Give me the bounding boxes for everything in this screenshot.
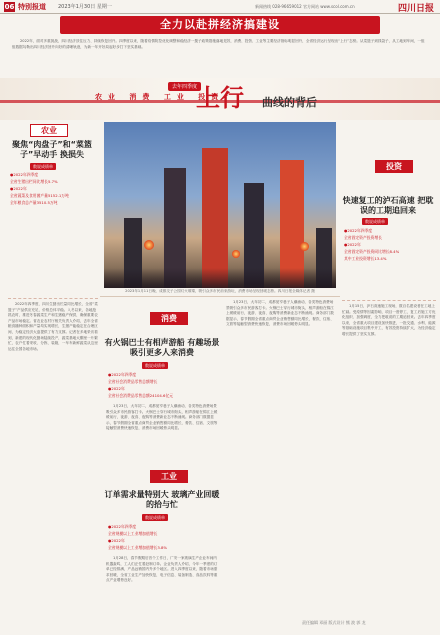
agri-stat-line: 全年粮食总产量3510.5万吨 <box>10 200 58 205</box>
agri-stat-line: 全省蔬菜及食用菌产量5152.1万吨 <box>10 193 69 198</box>
crowd-shadow <box>104 268 336 288</box>
masthead-bar <box>0 0 440 14</box>
invest-stat-line: ●2022年 <box>344 242 361 247</box>
consume-stat-line: ●2022年 <box>108 386 125 391</box>
issue-date: 2023年1月30日 星期一 <box>58 4 112 10</box>
invest-stat-line: 全省固定资产投资同比增长8.4% <box>344 249 400 254</box>
consume-headline: 有火锅巴士有相声游船 有趣场景吸引更多人来消费 <box>104 338 220 357</box>
photo-caption: 2023年1月11日晚，成都交子公园灯火璀璨，吸引众多市民前来游玩，消费市场呈现回暖态势。四川日报全媒体记者 摄 <box>125 289 315 293</box>
theme-banner-title: 全力以赴拼经济搞建设 <box>160 18 280 31</box>
lantern-light <box>232 250 240 258</box>
industry-headline: 订单需求量特别大 玻璃产业回暖的拾与忙 <box>104 490 220 509</box>
section-tag-industry: 工业 <box>150 470 188 483</box>
intro-paragraph: 2022年，面对多重挑战，四川经济顶住压力、持续恢复回升。四季度以来，随着疫情防控优化调整和稳经济一揽子政策措施落地见效，消费、投资、工业等主要经济指标明显回升，全省经济运行呈现出“上行”态势。从菜篮子到钱袋子，从工地到车间，一组组数据勾勒出四川经济回升向好的清晰轨迹，为新一年开好局起好步打下坚实基础。 <box>12 39 425 49</box>
industry-stat-line: ●2022年 <box>108 538 125 543</box>
invest-stat-line: 其中工业投资增长13.4% <box>344 256 387 261</box>
consume-stat-line: ●2022年四季度 <box>108 372 137 377</box>
city-night-photo <box>104 122 336 288</box>
newspaper-brand: 四川日报 <box>397 4 434 14</box>
column-rule <box>100 296 340 297</box>
section-tag-agri: 农业 <box>30 124 68 137</box>
invest-divider <box>342 300 436 301</box>
consume-stats <box>108 372 220 400</box>
agri-stat-line: ●2022年四季度 <box>10 172 39 177</box>
page-number: 06 <box>4 3 15 11</box>
agri-headline: 聚焦“肉盘子”和“菜篮子”早动手 换损失 <box>12 140 92 159</box>
industry-stats <box>108 524 220 552</box>
hero-subtitle: 曲线的背后 <box>262 96 317 109</box>
consume-stat-label: 数说成绩单 <box>142 362 168 369</box>
consume-stat-line: 全省社会消费品零售总额24104.6亿元 <box>108 393 174 398</box>
industry-stat-label: 数说成绩单 <box>142 514 168 521</box>
building-silhouette <box>202 148 228 288</box>
quarter-badge: 去年四季度 <box>168 82 201 91</box>
contact-line: 新闻热线 028-96659012 官方网站 www.scol.com.cn <box>255 4 355 9</box>
invest-stat-label: 数说成绩单 <box>362 218 388 225</box>
invest-body: 1月15日，泸石高速施工现场，数百名建设者在工地上忙碌。受疫情等因素影响，项目一度停工，复工后施工方优化组织、加强调度，全力把耽误的工期追回来。去年四季度以来，全省重大项目建设加快推进，一批交通、水利、能源等基础设施项目集中开工，有效投资持续扩大，为经济稳定增长提供了坚实支撑。 <box>342 304 436 336</box>
agri-stat-line: 全省生猪出栏同比增长5.7% <box>10 179 58 184</box>
agri-body: 2022年四季度，四川生猪出栏量同比增长，全省“菜篮子”产品供应充足，价格总体平稳。入冬以来，各地抢抓农时，推进冬春蔬菜生产和生猪稳产保供，确保重要农产品市场稳定。省农业农村厅相关负责人介绍，去年全省粮食播种面积和产量均实现增长，生猪产能稳定在合理区间，为稳定经济大盘提供了有力支撑。记者在多地采访看到，新建的现代化猪场陆续投产，蔬菜基地大棚里一片繁忙，农户忙着采收、分拣、装箱，一车车新鲜蔬菜从这里运往全国各地市场。 <box>8 302 98 351</box>
industry-body: 1月28日，春节假期后首个工作日，广安一家玻璃生产企业车间内机器轰鸣，工人们正忙着赶制订单。企业负责人介绍，今年一季度的订单已经排满，产品远销国内外多个地区。进入四季度以来，随着市场需求回暖，全省工业生产加快恢复，电子信息、装备制造、食品饮料等重点产业增势良好。 <box>106 556 218 583</box>
section-tag-invest: 投资 <box>375 160 413 173</box>
invest-stat-line: 全省固定资产投资增长 <box>344 235 382 240</box>
agri-stat-label: 数说成绩单 <box>30 163 56 170</box>
industry-stat-line: 全省规模以上工业增加值增长3.8% <box>108 545 168 550</box>
industry-stat-line: 全省规模以上工业增加值增长 <box>108 531 158 536</box>
invest-stat-line: ●2022年四季度 <box>344 228 373 233</box>
consume-body: 1月23日，大年初二，成都宽窄巷子人潮涌动，各类特色消费场景吸引众多市民游客打卡。火锅巴士穿行城市街头，相声游船在锦江上缓缓前行，夜游、夜食、夜购等消费新业态不断涌现。商务部门数据显示，春节假期全省重点商贸企业销售额同比增长，餐饮、住宿、文旅等接触型消费快速恢复，消费市场回暖势头明显。 <box>106 404 218 431</box>
section-tag-consume: 消费 <box>150 312 188 325</box>
theme-banner <box>60 16 380 34</box>
consume-stat-line: 全省社会消费品零售总额增长 <box>108 379 158 384</box>
lantern-light <box>300 242 309 251</box>
agri-stat-line: ●2022年 <box>10 186 27 191</box>
consume-body-continued: 1月23日，大年初二，成都宽窄巷子人潮涌动，各类特色消费场景吸引众多市民游客打卡。火锅巴士穿行城市街头，相声游船在锦江上缓缓前行，夜游、夜食、夜购等消费新业态不断涌现。商务部门数据显示，春节假期全省重点商贸企业销售额同比增长，餐饮、住宿、文旅等接触型消费快速恢复，消费市场回暖势头明显。 <box>226 300 334 327</box>
hero-big-word: 上行 <box>196 83 244 112</box>
hero-keywords: 农业 消费 工业 投资 <box>95 93 225 101</box>
industry-stat-line: ●2022年四季度 <box>108 524 137 529</box>
lantern-light <box>144 240 154 250</box>
invest-headline: 快速复工的泸石高速 把耽误的工期追回来 <box>342 196 434 215</box>
invest-stats <box>344 228 436 263</box>
section-name: 特别报道 <box>18 3 46 11</box>
agri-divider <box>8 298 98 299</box>
page-footer: 责任编辑 邓丽 版式设计 熊 波 郭 龙 <box>302 620 366 625</box>
agri-stats <box>10 172 98 207</box>
